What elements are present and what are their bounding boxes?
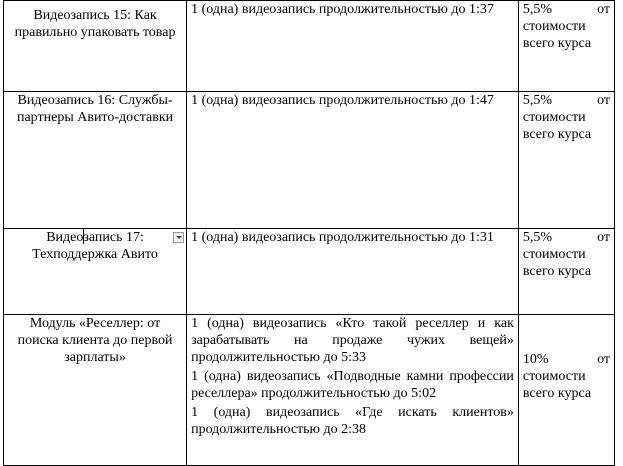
price-share-cell[interactable] <box>518 1 614 92</box>
lesson-title-wrap <box>8 229 182 263</box>
module-video-item: 1 (одна) видеозапись «Где искать клиентов» продолжительностью до 2:38 <box>191 405 514 437</box>
table-row <box>4 229 615 315</box>
course-price-table <box>3 0 615 466</box>
price-share-line <box>523 229 610 246</box>
price-share-cell[interactable] <box>518 92 614 229</box>
lesson-title-part-1: Видео <box>46 230 84 245</box>
price-share-from: от <box>597 2 610 17</box>
price-share-cell[interactable] <box>518 229 614 315</box>
price-share-rest: стоимости всего курса <box>522 19 592 51</box>
price-share-rest: стоимости всего курса <box>522 110 592 142</box>
module-title-cell[interactable] <box>4 315 187 466</box>
price-share-line <box>523 92 610 109</box>
price-share-line <box>523 351 610 368</box>
lesson-description: 1 (одна) видеозапись продолжительностью до 1:37 <box>191 2 494 17</box>
lesson-description: 1 (одна) видеозапись продолжительностью до 1:31 <box>191 230 494 245</box>
price-share-percent: 5,5% <box>522 93 553 108</box>
autofit-dropdown-icon[interactable] <box>173 232 184 243</box>
price-share-from: от <box>597 230 610 245</box>
lesson-title: Видеозапись 16: Службы-партнеры Авито-доставки <box>16 93 174 125</box>
table-row <box>4 92 615 229</box>
price-share-rest: стоимости всего курса <box>522 247 592 279</box>
lesson-title-part-2: запись 17: Техподдержка Авито <box>32 230 158 262</box>
price-share-from: от <box>597 352 610 367</box>
lesson-description: 1 (одна) видеозапись продолжительностью до 1:47 <box>191 93 494 108</box>
table-row <box>4 315 615 466</box>
table-row <box>4 1 615 92</box>
lesson-title-cell[interactable] <box>4 92 187 229</box>
lesson-title-cell[interactable] <box>4 229 187 315</box>
price-share-percent: 5,5% <box>522 230 553 245</box>
module-description-cell[interactable] <box>187 315 519 466</box>
price-share-line <box>523 1 610 18</box>
lesson-title-cell[interactable] <box>4 1 187 92</box>
price-share-percent: 5,5% <box>522 2 553 17</box>
lesson-description-cell[interactable] <box>187 1 519 92</box>
price-share-from: от <box>597 93 610 108</box>
module-video-item: 1 (одна) видеозапись «Кто такой реселлер и как зарабатывать на продаже чужих вещей» продолжительностью до 5:33 <box>191 316 514 365</box>
price-share-cell[interactable] <box>518 315 614 466</box>
price-share-percent: 10% <box>522 352 549 367</box>
module-title: Модуль «Реселлер: от поиска клиента до первой зарплаты» <box>17 316 173 365</box>
lesson-description-cell[interactable] <box>187 229 519 315</box>
price-share-rest: стоимости всего курса <box>522 369 592 401</box>
module-video-item: 1 (одна) видеозапись «Подводные камни профессии реселлера» продолжительностью до 5:02 <box>191 369 514 401</box>
lesson-title: Видеозапись 15: Как правильно упаковать товар <box>14 8 176 40</box>
lesson-description-cell[interactable] <box>187 92 519 229</box>
